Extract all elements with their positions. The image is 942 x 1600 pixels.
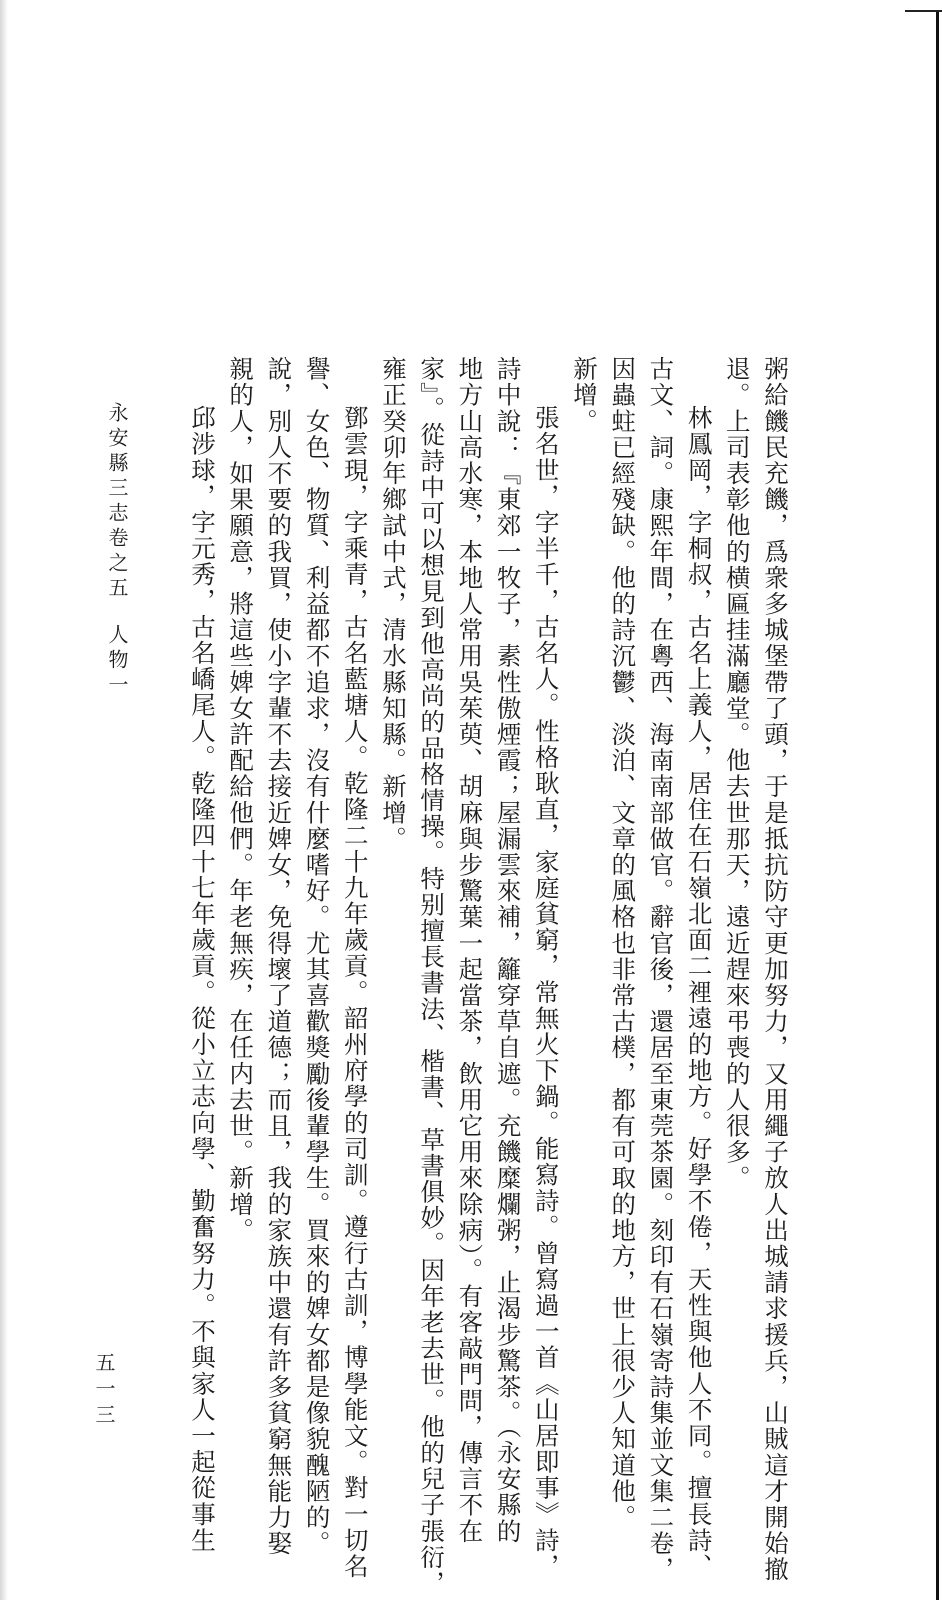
binding-shadow — [0, 0, 8, 1600]
paragraph-line: 雍正癸卯年鄉試中式，清水縣知縣。新增。 — [378, 356, 408, 852]
paragraph-line: 譽、女色、物質、利益都不追求，沒有什麼嗜好。尤其喜歡獎勵後輩學生。買來的婢女都是像貌醜陋的。 — [302, 356, 332, 1557]
paragraph-line: 新增。 — [569, 356, 599, 435]
paragraph-line: 親的人，如果願意，將這些婢女許配給他們。年老無疾，在任内去世。新增。 — [226, 356, 256, 1244]
paragraph-line: 退。上司表彰他的横匾挂滿廳堂。他去世那天，遠近趕來弔喪的人很多。 — [722, 356, 752, 1192]
paragraph-line: 林鳳岡，字桐叔，古名上義人，居住在石嶺北面二裡遠的地方。好學不倦，天性與他人不同。擅長詩、 — [684, 405, 714, 1580]
paragraph-line: 鄧雲現，字乘青，古名藍塘人。乾隆二十九年歲貢。韶州府學的司訓。遵行古訓，博學能文。對一切名 — [340, 405, 370, 1580]
body-text — [154, 356, 794, 1597]
page-number: 五一三 — [92, 1352, 116, 1430]
page-edge-line — [936, 0, 939, 1600]
paragraph-line: 說，別人不要的我買，使小字輩不去接近婢女，免得壞了道德；而且，我的家族中還有許多貧窮無能力娶 — [264, 356, 294, 1557]
paragraph-line: 詩中說：『東郊一牧子，素性傲煙霞；屋漏雲來補，籬穿草自遮。充饑糜爛粥，止渴步驚茶。（永安縣的 — [493, 356, 523, 1545]
book-title: 永安縣三志卷之五 — [105, 402, 129, 602]
paragraph-line: 邱涉球，字元秀，古名嶠尾人。乾隆四十七年歲貢。從小立志向學、勤奮努力。不與家人一起從事生 — [187, 405, 217, 1554]
paragraph-line: 家』。從詩中可以想見到他高尚的品格情操。特别擅長書法、楷書、草書俱妙。因年老去世。他的兒子張衍， — [417, 356, 447, 1597]
paragraph-line: 張名世，字半千，古名人。性格耿直，家庭貧窮，常無火下鍋。能寫詩。曾寫過一首《山居即事》詩， — [531, 405, 561, 1580]
section-title: 人物一 — [105, 624, 129, 699]
page-edge-corner — [905, 0, 942, 12]
paragraph-line: 古文、詞。康熙年間，在粵西、海南南部做官。辭官後，還居至東莞茶園。刻印有石嶺寄詩集並文集二卷， — [646, 356, 676, 1583]
paragraph-line: 地方山高水寒，本地人常用吳茱萸、胡麻與步驚葉一起當茶，飲用它用來除病）。有客敲門問，傳言不在 — [455, 356, 485, 1545]
paragraph-line: 粥給饑民充饑，爲衆多城堡帶了頭，于是抵抗防守更加努力，又用繩子放人出城請求援兵，山賊這才開始撤 — [761, 356, 790, 1583]
running-title — [103, 402, 132, 699]
paragraph-line: 因蟲蛀已經殘缺。他的詩沉鬱、淡泊、文章的風格也非常古樸，都有可取的地方，世上很少人知道他。 — [608, 356, 638, 1531]
